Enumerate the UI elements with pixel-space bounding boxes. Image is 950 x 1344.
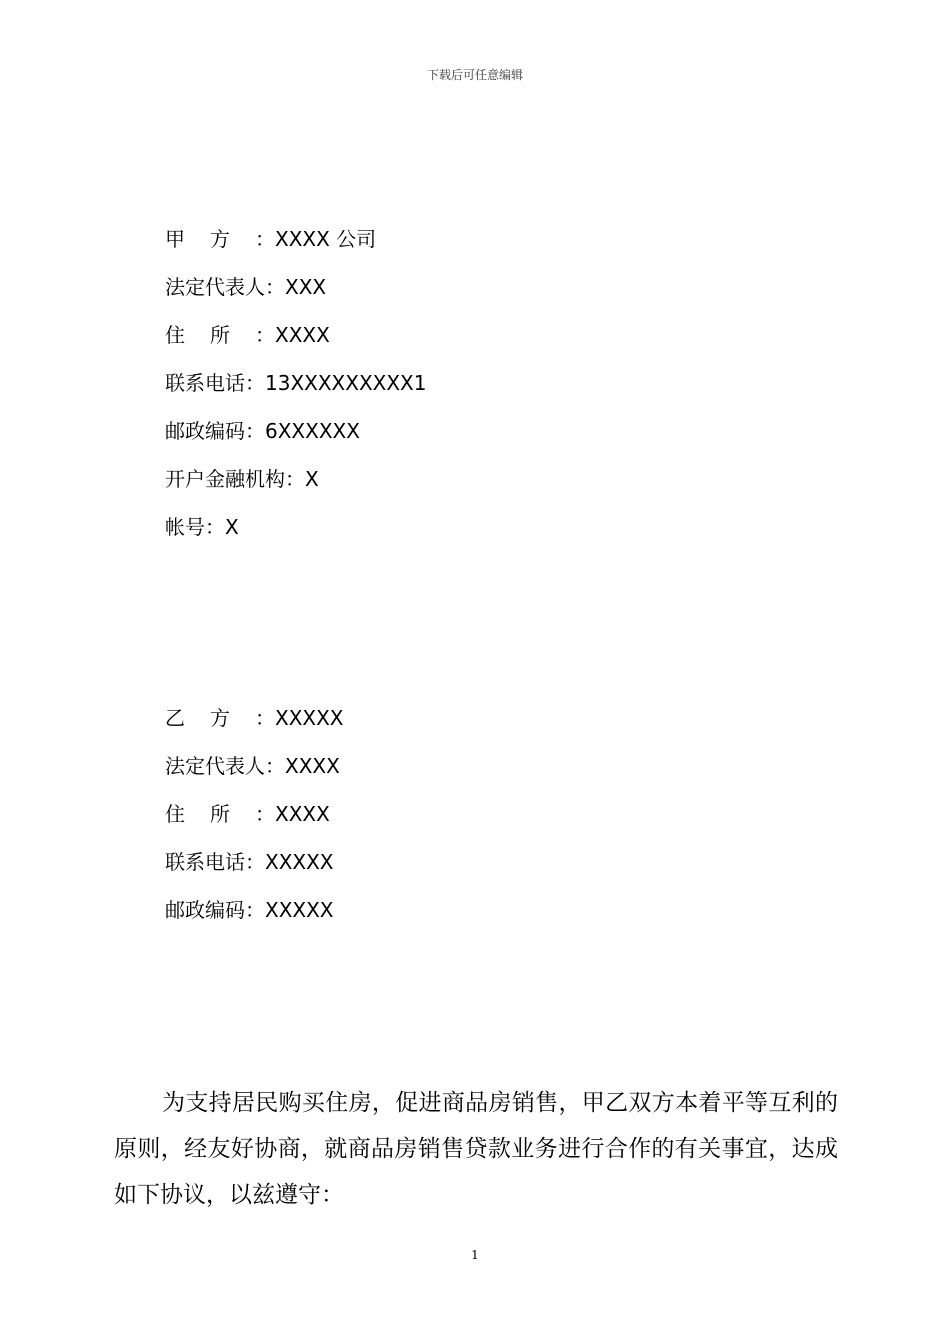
party-a-bank-label: 开户金融机构 xyxy=(165,467,285,491)
party-b-rep-label: 法定代表人 xyxy=(165,754,265,778)
party-b-address-label xyxy=(165,799,255,829)
party-a-bank-row xyxy=(165,464,426,512)
party-a-account-label: 帐号 xyxy=(165,515,205,539)
party-b-phone-row xyxy=(165,847,344,895)
party-b-address-char-1: 住 xyxy=(165,802,185,826)
party-a-role-char-1: 甲 xyxy=(165,227,185,251)
party-b-name-row xyxy=(165,703,344,751)
party-b-zip-row xyxy=(165,895,344,943)
party-a-name: ：XXXX 公司 xyxy=(255,227,377,251)
party-a-phone-label: 联系电话 xyxy=(165,371,245,395)
party-b-rep-value: ：XXXX xyxy=(265,754,340,778)
party-a-address-char-1: 住 xyxy=(165,323,185,347)
party-b-role-char-1: 乙 xyxy=(165,706,185,730)
party-b-zip-label: 邮政编码 xyxy=(165,898,245,922)
party-a-role-char-2: 方 xyxy=(210,227,230,251)
party-b-phone-label: 联系电话 xyxy=(165,850,245,874)
party-a-address-label xyxy=(165,320,255,350)
party-a-role-label xyxy=(165,224,255,254)
party-a-account-value: ：X xyxy=(205,515,239,539)
party-a-rep-row xyxy=(165,272,426,320)
party-b-role-label xyxy=(165,703,255,733)
party-a-name-row xyxy=(165,224,426,272)
party-b-rep-row xyxy=(165,751,344,799)
party-b-role-char-2: 方 xyxy=(210,706,230,730)
party-b-info xyxy=(165,703,344,943)
party-a-zip-value: ：6XXXXXX xyxy=(245,419,360,443)
page-header: 下载后可任意编辑 xyxy=(426,68,523,82)
party-a-phone-value: ：13XXXXXXXXX1 xyxy=(245,371,427,395)
party-a-zip-row xyxy=(165,416,426,464)
party-a-bank-value: ：X xyxy=(285,467,319,491)
party-a-address-value: ：XXXX xyxy=(255,323,330,347)
party-b-address-char-2: 所 xyxy=(210,802,230,826)
intro-section xyxy=(114,1080,838,1218)
party-b-address-row xyxy=(165,799,344,847)
party-a-rep-value: ：XXX xyxy=(265,275,327,299)
party-b-phone-value: ：XXXXX xyxy=(245,850,334,874)
party-a-rep-label: 法定代表人 xyxy=(165,275,265,299)
party-a-zip-label: 邮政编码 xyxy=(165,419,245,443)
page-number: 1 xyxy=(471,1248,479,1262)
party-a-address-char-2: 所 xyxy=(210,323,230,347)
party-b-name: ：XXXXX xyxy=(255,706,344,730)
party-a-info xyxy=(165,224,426,560)
party-a-account-row xyxy=(165,512,426,560)
party-a-address-row xyxy=(165,320,426,368)
party-b-address-value: ：XXXX xyxy=(255,802,330,826)
party-b-zip-value: ：XXXXX xyxy=(245,898,334,922)
intro-paragraph: 为支持居民购买住房，促进商品房销售，甲乙双方本着平等互利的原则，经友好协商，就商品房销售贷款业务进行合作的有关事宜，达成如下协议，以兹遵守： xyxy=(114,1090,838,1208)
party-a-phone-row xyxy=(165,368,426,416)
